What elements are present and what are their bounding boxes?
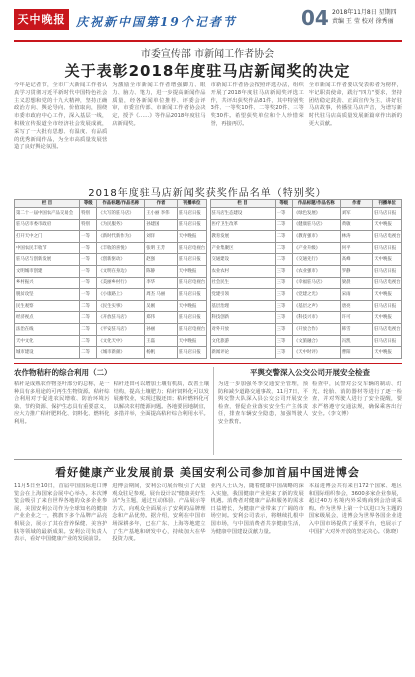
cell-unit: 天中晚报 [373, 347, 402, 359]
cell-author: 冯凯 [340, 335, 373, 347]
table-row [15, 289, 207, 301]
cell-rank: 二等 [80, 335, 97, 347]
column-divider [213, 367, 214, 455]
cell-rank: 一等 [80, 289, 97, 301]
table-row [210, 208, 402, 220]
cell-author: 孙建国 [145, 219, 178, 231]
cell-unit: 驻马店日报 [373, 266, 402, 278]
cell-author: 李华 [145, 277, 178, 289]
cell-rank: 一等 [80, 266, 97, 278]
cell-category: 城市建设 [15, 347, 80, 359]
cell-unit: 驻马店日报 [373, 335, 402, 347]
header-author: 作者 [145, 200, 178, 208]
cell-category: 产业集聚区 [210, 242, 275, 254]
cell-author: 曹阳 [340, 347, 373, 359]
cell-author: 刘洋 [145, 231, 178, 243]
cell-unit: 驻马店日报 [177, 312, 206, 324]
cell-unit: 天中晚报 [373, 289, 402, 301]
cell-unit: 天中晚报 [177, 335, 206, 347]
cell-category: 驻马店市委市政府 [15, 219, 80, 231]
cell-title: 《健康驻马店》 [292, 219, 340, 231]
cell-title: 《幸福驻马店》 [292, 277, 340, 289]
cell-author: 孙丽 [145, 324, 178, 336]
cell-rank: 一等 [80, 254, 97, 266]
cell-title: 《大写的驻马店》 [97, 208, 145, 220]
table-row [210, 312, 402, 324]
cell-rank: 二等 [80, 300, 97, 312]
date-editor-box [332, 8, 397, 26]
cell-author: 张明 王芳 [145, 242, 178, 254]
cell-author: 周杰 马丽 [145, 289, 178, 301]
cell-title: 《平安驻马店》 [97, 324, 145, 336]
article-column: 本届进博会共有来自172个国家、地区和国际组织参会，3600多家企业参展，超过40万名境内外采购商到会洽谈采购。作为世界上第一个以进口为主题的国家级展会，进博会为世界各国企业进入中国市场提供了重要平台，也展示了中国扩大对外开放的坚定决心。（陈晓） [308, 483, 402, 535]
cell-author: 刘军 [340, 208, 373, 220]
table-row [210, 289, 402, 301]
article-column: 秸秆是成熟农作物茎叶部分的总称，是一种具有多用途的可再生生物资源。秸秆综合利用对于促进农民增收、防治环境污染、节约资源、保护生态具有重要意义，应大力推广秸秆肥料化、饲料化、燃料化利用。 [14, 381, 110, 425]
cell-category: 第二十一届中国农产品交易会 [15, 208, 80, 220]
cell-unit: 驻马店电视台 [177, 324, 206, 336]
table-row [210, 242, 402, 254]
cell-category: 脱贫攻坚 [15, 289, 80, 301]
cell-unit: 驻马店日报 [373, 242, 402, 254]
cell-title: 《城市新颜》 [97, 347, 145, 359]
cell-author: 黄敏 [340, 219, 373, 231]
article-heading: 农作物秸秆的综合利用（二） [14, 368, 112, 377]
cell-unit: 驻马店电视台 [373, 231, 402, 243]
cell-category: 文化旅游 [210, 335, 275, 347]
cell-author: 罗静 [340, 266, 373, 278]
award-table-title: 2018年度驻马店新闻奖获奖作品名单（特别奖） [88, 188, 327, 199]
expo-article-headline: 看好健康产业发展前景 美国安利公司参加首届中国进博会 [55, 466, 360, 479]
cell-category: 医疗卫生改革 [210, 219, 275, 231]
cell-rank: 二等 [80, 347, 97, 359]
intro-column: 为激励全市新闻工作者增强脚力、眼力、脑力、笔力，进一步提高新闻作品质量，经各新闻单位推荐、评委会评审，市委宣传部、市新闻工作者协会决定，授予《……》等作品2018年度驻马店新闻奖。 [112, 82, 206, 127]
cell-category: 经济视点 [15, 312, 80, 324]
cell-title: 《开放合作》 [292, 324, 340, 336]
table-row [15, 266, 207, 278]
cell-category: 教育发展 [210, 231, 275, 243]
article-column: 秸秆还田可以增加土壤有机质，改善土壤结构，提高土壤肥力；秸秆饲料化可以发展畜牧业，实现过腹还田；秸秆燃料化可以解决农村能源问题。各地要因地制宜，多措并举，全面提高秸秆综合利用水平。 [113, 381, 209, 417]
cell-title: 《开放驻马店》 [97, 312, 145, 324]
expo-article-body [14, 483, 402, 671]
table-row [15, 312, 207, 324]
cell-category: 驻马店与创新发展 [15, 254, 80, 266]
intro-column: 全市新闻工作者要以受表彰者为榜样，牢记职责使命，践行"四力"要求，坚持团结稳定鼓劲、正面宣传为主，讲好驻马店故事，传播驻马店声音，为谱写新时代驻马店高质量发展新篇章作出新的更大贡献。 [308, 82, 402, 127]
header-rank: 等级 [275, 200, 292, 208]
newspaper-logo: 天中晚报 [14, 9, 69, 30]
table-row [15, 277, 207, 289]
cell-title: 《文旅融合》 [292, 335, 340, 347]
cell-category: 对外开放 [210, 324, 275, 336]
straw-utilization-article [14, 367, 209, 457]
cell-author: 赵强 [145, 254, 178, 266]
table-row [210, 266, 402, 278]
cell-category: 中国农民丰收节 [15, 242, 80, 254]
cell-author: 林涛 [340, 231, 373, 243]
cell-category: 交通建设 [210, 254, 275, 266]
table-row [210, 324, 402, 336]
cell-author: 郑伟 [145, 312, 178, 324]
cell-unit: 天中晚报 [373, 312, 402, 324]
cell-author: 王磊 [145, 335, 178, 347]
award-table-left [14, 199, 207, 359]
cell-unit: 驻马店日报 [373, 300, 402, 312]
cell-author: 韩雪 [340, 324, 373, 336]
cell-category: 科技创新 [210, 312, 275, 324]
article-column: 检查中，民警对公交车辆的制动、灯光、轮胎、消防器材等进行了逐一检查，并对驾驶人进行了安全提醒，要求严格遵守交通法规，确保乘客出行安全。（李文博） [312, 381, 402, 417]
page-headline: 关于表彰2018年度驻马店新闻奖的决定 [64, 62, 351, 80]
table-row [210, 347, 402, 359]
cell-unit: 天中晚报 [373, 254, 402, 266]
table-header-row [15, 200, 207, 208]
cell-category: 乡村振兴 [15, 277, 80, 289]
award-table-left-body [15, 208, 207, 359]
cell-rank: 一等 [80, 277, 97, 289]
article-column: 进博会期间，安利公司展台吸引了大量观众驻足参观。展台设计以"健康美好生活"为主题，通过互动体验、产品展示等方式，向观众全面展示了安利的品牌理念和产品优势。据介绍，安利在中国市场深耕多年，已在广东、上海等地建立了生产基地和研发中心，持续加大在华投资力度。 [112, 483, 206, 543]
cell-title: 《为民服务》 [97, 219, 145, 231]
article-heading: 平舆交警深入公交公司开展安全检查 [250, 368, 370, 377]
cell-title: 《文化天中》 [97, 335, 145, 347]
cell-title: 《新时代新作为》 [97, 231, 145, 243]
cell-rank: 特别 [80, 208, 97, 220]
cell-category: 文明城市创建 [15, 266, 80, 278]
header-unit: 刊播单位 [373, 200, 402, 208]
cell-unit: 驻马店日报 [177, 289, 206, 301]
cell-category: 农业农村 [210, 266, 275, 278]
cell-title: 《创新驱动》 [97, 254, 145, 266]
table-row [210, 219, 402, 231]
article-column: 为进一步加强冬季交通安全管理，预防和减少道路交通事故，11月7日，平舆交警大队深入县公交公司开展安全检查，督促企业落实安全生产主体责任，排查车辆安全隐患，加强驾驶人安全教育。 [218, 381, 308, 425]
cell-title: 《小康路上》 [97, 289, 145, 301]
masthead [14, 3, 402, 39]
article-body [218, 381, 402, 459]
cell-author: 陈静 [145, 266, 178, 278]
cell-author: 吴刚 [145, 300, 178, 312]
cell-title: 《绿色发展》 [292, 208, 340, 220]
cell-rank: 三等 [275, 312, 292, 324]
editor-credits: 责编 王 莹 校对 徐秀丽 [332, 18, 394, 25]
cell-unit: 驻马店日报 [177, 347, 206, 359]
intro-article [14, 82, 402, 182]
cell-rank: 三等 [275, 266, 292, 278]
cell-unit: 驻马店日报 [177, 254, 206, 266]
cell-rank: 二等 [275, 242, 292, 254]
table-row [15, 300, 207, 312]
cell-title: 《产业升级》 [292, 242, 340, 254]
table-row [15, 208, 207, 220]
cell-unit: 驻马店电视台 [373, 277, 402, 289]
header-unit: 刊播单位 [177, 200, 206, 208]
cell-title: 《科技兴市》 [292, 312, 340, 324]
article-column: 业内人士认为，随着健康中国战略的深入实施，我国健康产业迎来了新的发展机遇。消费者对健康产品和服务的需求日益增长，为健康产业带来了广阔的市场空间。安利公司表示，将继续扎根中国市场，与中国消费者共享健康生活，为健康中国建设贡献力量。 [210, 483, 304, 535]
cell-rank: 二等 [80, 324, 97, 336]
table-row [15, 254, 207, 266]
cell-rank: 一等 [80, 242, 97, 254]
cell-rank: 二等 [80, 312, 97, 324]
masthead-rule [14, 40, 402, 42]
cell-title: 《天中时评》 [292, 347, 340, 359]
cell-rank: 三等 [275, 324, 292, 336]
cell-category: 法治在线 [15, 324, 80, 336]
cell-category: 党建引领 [210, 289, 275, 301]
table-row [210, 300, 402, 312]
header-title: 作品标题/作品名称 [292, 200, 340, 208]
award-table-right [210, 199, 403, 359]
cell-author: 杨帆 [145, 347, 178, 359]
cell-category: 驻马店生态建设 [210, 208, 275, 220]
article-column: 11月5日至10日，首届中国国际进口博览会在上海国家会展中心举办。本次博览会吸引了来自世界各地的众多企业参展，美国安利公司作为全球知名的健康产业企业之一，携旗下多个品牌产品亮相展会，展示了其在营养保健、美容护肤等领域的最新成果。安利公司负责人表示，看好中国健康产业的发展前景。 [14, 483, 108, 543]
cell-rank: 三等 [275, 289, 292, 301]
cell-category: 基层治理 [210, 300, 275, 312]
cell-author: 许可 [340, 312, 373, 324]
header-title: 作品标题/作品名称 [97, 200, 145, 208]
cell-rank: 一等 [275, 208, 292, 220]
cell-author: 唐亮 [340, 300, 373, 312]
cell-title: 《交通先行》 [292, 254, 340, 266]
header-author: 作者 [340, 200, 373, 208]
cell-unit: 天中晚报 [177, 300, 206, 312]
cell-rank: 三等 [275, 347, 292, 359]
table-row [15, 231, 207, 243]
issuing-organizations: 市委宣传部 市新闻工作者协会 [140, 49, 275, 60]
section-rule [14, 363, 402, 364]
cell-unit: 天中晚报 [177, 266, 206, 278]
masthead-slogan: 庆祝新中国第19个记者节 [76, 15, 237, 29]
table-row [15, 219, 207, 231]
table-row [210, 254, 402, 266]
cell-category: 新闻评论 [210, 347, 275, 359]
cell-category: 天中文化 [15, 335, 80, 347]
cell-rank: 三等 [275, 277, 292, 289]
cell-rank: 二等 [275, 219, 292, 231]
cell-category: 社会民生 [210, 277, 275, 289]
cell-title: 《美丽乡村行》 [97, 277, 145, 289]
cell-rank: 二等 [275, 254, 292, 266]
cell-author: 王小丽 李伟 [145, 208, 178, 220]
cell-rank: 二等 [275, 231, 292, 243]
cell-rank: 一等 [80, 231, 97, 243]
intro-column: 市新闻工作者协会按照评选办法，组织开展了2018年度驻马店新闻奖评选工作，共评出获奖作品81件，其中特别奖3件、一等奖10件、二等奖20件、三等奖30件。希望获奖单位和个人珍惜荣誉，再接再厉。 [210, 82, 304, 127]
cell-category: 民生观察 [15, 300, 80, 312]
cell-title: 《文明在身边》 [97, 266, 145, 278]
cell-unit: 天中晚报 [177, 231, 206, 243]
cell-author: 高峰 [340, 254, 373, 266]
cell-unit: 驻马店日报 [177, 219, 206, 231]
cell-unit: 驻马店电视台 [177, 242, 206, 254]
award-table-area [14, 199, 402, 359]
traffic-police-article [218, 367, 402, 457]
issue-date: 2018年11月8日 星期四 [332, 9, 397, 16]
cell-category: 打开天中之门 [15, 231, 80, 243]
cell-title: 《民生实事》 [97, 300, 145, 312]
cell-unit: 驻马店电视台 [177, 277, 206, 289]
cell-unit: 天中晚报 [373, 219, 402, 231]
article-body [14, 381, 209, 459]
cell-title: 《丰收的喜悦》 [97, 242, 145, 254]
header-category: 栏 目 [15, 200, 80, 208]
page-number: 04 [301, 6, 329, 30]
cell-author: 宋雨 [340, 289, 373, 301]
award-table-right-body [210, 208, 402, 359]
cell-author: 何平 [340, 242, 373, 254]
table-row [210, 335, 402, 347]
section-rule [14, 459, 402, 460]
cell-title: 《党建之光》 [292, 289, 340, 301]
cell-title: 《农业强市》 [292, 266, 340, 278]
intro-column: 今年是记者节，全市广大新闻工作者认真学习贯彻习近平新时代中国特色社会主义思想和党的十九大精神，坚持正确政治方向、舆论导向、价值取向，围绕市委市政府中心工作，深入基层一线，积极宣传报道全市经济社会发展成就，采写了一大批有思想、有温度、有品质的优秀新闻作品，为全市高质量发展营造了良好舆论氛围。 [14, 82, 108, 151]
cell-title: 《基层之声》 [292, 300, 340, 312]
table-row [15, 335, 207, 347]
header-category: 栏 目 [210, 200, 275, 208]
cell-rank: 特别 [80, 219, 97, 231]
cell-unit: 驻马店日报 [177, 208, 206, 220]
cell-unit: 驻马店电视台 [373, 324, 402, 336]
table-row [15, 324, 207, 336]
table-header-row [210, 200, 402, 208]
table-row [210, 277, 402, 289]
table-row [210, 231, 402, 243]
cell-title: 《教育强市》 [292, 231, 340, 243]
header-rank: 等级 [80, 200, 97, 208]
cell-rank: 三等 [275, 300, 292, 312]
table-row [15, 242, 207, 254]
cell-unit: 驻马店日报 [373, 208, 402, 220]
table-row [15, 347, 207, 359]
cell-author: 梁晨 [340, 277, 373, 289]
cell-rank: 三等 [275, 335, 292, 347]
